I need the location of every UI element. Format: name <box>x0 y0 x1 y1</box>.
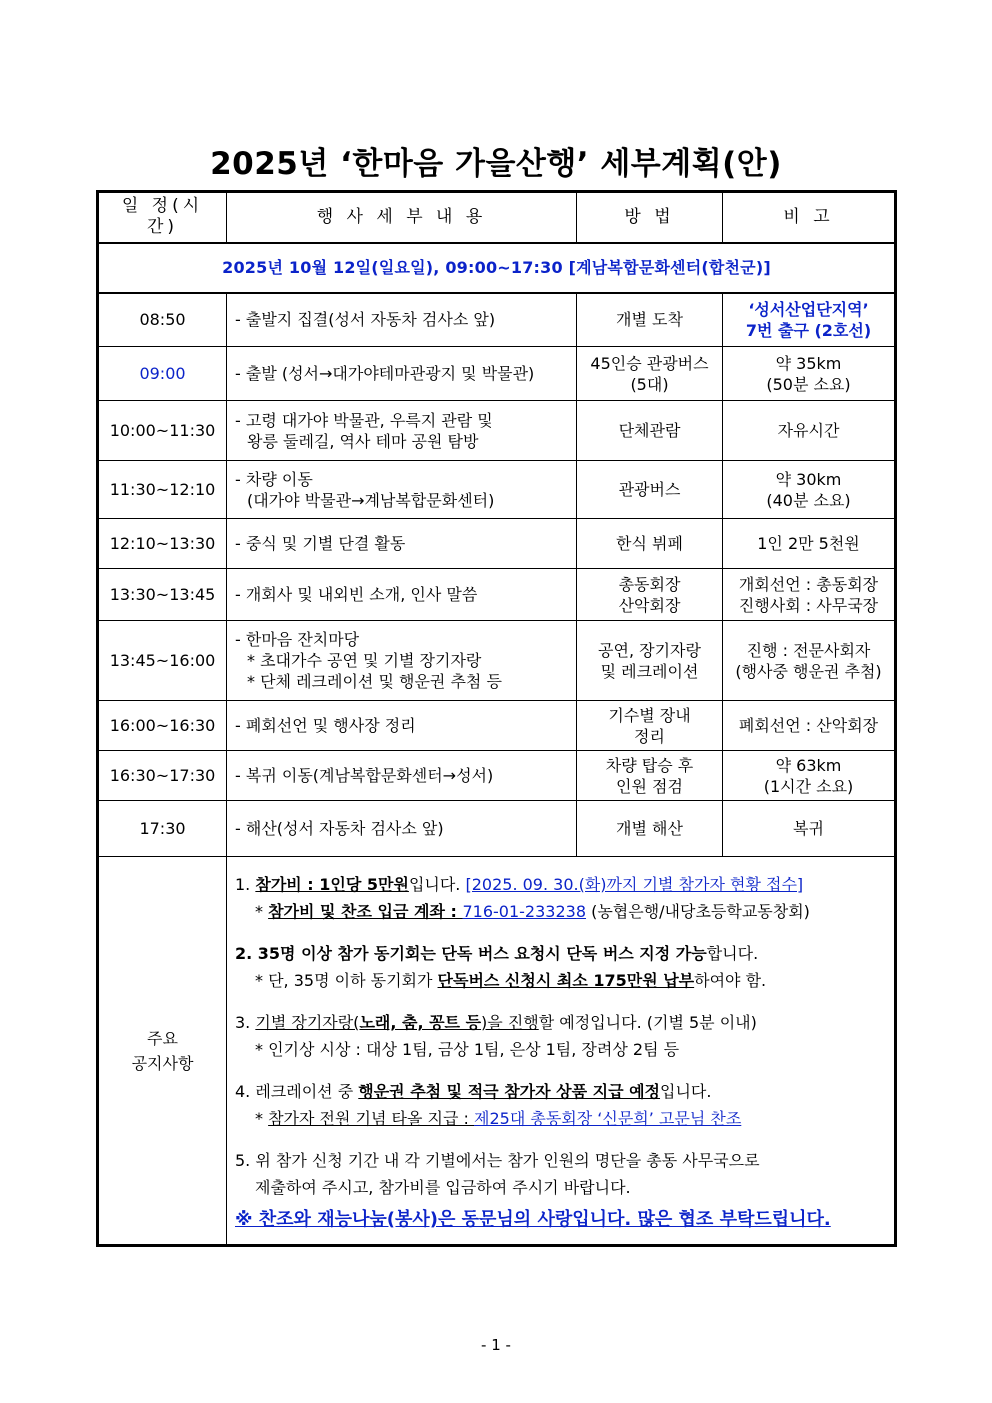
header-time: 일 정(시간) <box>99 193 227 243</box>
row-note-line: 7번 출구 (2호선) <box>745 320 872 340</box>
notice-1-deadline: [2025. 09. 30.(화)까지 기별 참가자 현황 접수] <box>465 875 804 894</box>
closing-message: ※ 찬조와 재능나눔(봉사)은 동문님의 사랑입니다. 많은 협조 부탁드립니다. <box>235 1209 831 1230</box>
row-time: 16:30~17:30 <box>99 751 227 801</box>
notice-5-a: 5. 위 참가 신청 기간 내 각 기별에서는 참가 인원의 명단을 총동 사무국으로 <box>235 1151 760 1170</box>
row-method <box>577 751 723 801</box>
notice-1-account-label: 참가비 및 찬조 입금 계좌 : <box>268 902 463 921</box>
row-content-line: * 초대가수 공연 및 기별 장기자랑 <box>247 651 482 670</box>
notice-4-b: 행운권 추첨 및 적극 참가자 상품 지급 예정 <box>358 1082 661 1101</box>
notice-3 <box>235 1009 886 1063</box>
header-method: 방 법 <box>577 193 723 243</box>
row-note-line: 약 63km <box>775 755 842 775</box>
row-method <box>577 461 723 519</box>
notice-1-fee: 참가비 : 1인당 5만원 <box>255 875 409 894</box>
schedule-table <box>98 192 895 1245</box>
row-note <box>723 347 895 401</box>
row-content-line: - 고령 대가야 박물관, 우륵지 관람 및 <box>235 410 493 430</box>
row-note <box>723 621 895 701</box>
row-content-line: - 한마음 잔치마당 <box>235 630 360 649</box>
row-note <box>723 801 895 857</box>
schedule-row <box>99 621 895 701</box>
notice-2-sub-c: 하여야 함. <box>694 971 767 990</box>
row-note-line: (40분 소요) <box>766 490 851 510</box>
row-method <box>577 701 723 751</box>
notice-3-d: 할 예정입니다. (기별 5분 이내) <box>538 1013 757 1032</box>
row-method-line: 인원 점검 <box>616 776 683 796</box>
notice-2-main: 2. 35명 이상 참가 동기회는 단독 버스 요청시 단독 버스 지정 가능 <box>235 944 707 963</box>
row-note <box>723 751 895 801</box>
row-method-line: 개별 도착 <box>616 310 683 330</box>
notice-5 <box>235 1147 886 1201</box>
row-method-line: 공연, 장기자랑 <box>598 640 701 660</box>
row-time: 10:00~11:30 <box>99 401 227 461</box>
notice-1-bank: (농협은행/내당초등학교동창회) <box>586 902 810 921</box>
notice-3-a: 기별 장기자랑( <box>255 1013 360 1032</box>
row-content-line: - 개회사 및 내외빈 소개, 인사 말씀 <box>235 585 478 604</box>
row-content <box>227 801 577 857</box>
notice-2-sub-b: 단독버스 신청시 최소 175만원 납부 <box>437 971 695 990</box>
row-content-line: - 복귀 이동(계남복합문화센터→성서) <box>235 766 494 785</box>
notice-4-sub-a: 참가자 전원 기념 타올 지급 : <box>268 1109 475 1128</box>
row-note-line: (1시간 소요) <box>763 776 854 796</box>
row-note-line: 약 30km <box>775 469 842 489</box>
row-content-line: - 해산(성서 자동차 검사소 앞) <box>235 819 444 838</box>
notice-1-text: 입니다. <box>408 875 466 894</box>
row-content <box>227 293 577 347</box>
row-note-line: (행사중 행운권 추첨) <box>735 661 882 681</box>
notice-3-sub: * 인기상 시상 : 대상 1팀, 금상 1팀, 은상 1팀, 장려상 2팀 등 <box>255 1040 680 1059</box>
row-method <box>577 801 723 857</box>
row-method <box>577 347 723 401</box>
row-content <box>227 347 577 401</box>
date-row <box>99 243 895 293</box>
schedule-row <box>99 461 895 519</box>
notices-cell <box>227 857 895 1245</box>
row-time: 16:00~16:30 <box>99 701 227 751</box>
notice-1-star: * <box>255 902 269 921</box>
schedule-row <box>99 701 895 751</box>
row-note <box>723 701 895 751</box>
row-time: 11:30~12:10 <box>99 461 227 519</box>
notice-3-c: )을 진행 <box>481 1013 539 1032</box>
row-note <box>723 519 895 569</box>
notices-label-line: 주요 <box>147 1028 178 1048</box>
notice-2 <box>235 940 886 994</box>
notice-3-b: 노래, 춤, 꽁트 등 <box>359 1013 482 1032</box>
row-note-line: ‘성서산업단지역’ <box>748 299 869 319</box>
schedule-row <box>99 801 895 857</box>
row-content <box>227 401 577 461</box>
schedule-row <box>99 401 895 461</box>
row-content <box>227 621 577 701</box>
row-content <box>227 461 577 519</box>
notice-1 <box>235 871 886 925</box>
row-method <box>577 621 723 701</box>
row-time: 17:30 <box>99 801 227 857</box>
row-method-line: 단체관람 <box>618 421 681 440</box>
row-note-line: 자유시간 <box>777 421 840 440</box>
row-note <box>723 569 895 621</box>
row-time: 09:00 <box>99 347 227 401</box>
row-method-line: 총동회장 <box>618 574 681 594</box>
notice-4 <box>235 1078 886 1132</box>
table-header-row <box>99 193 895 243</box>
event-date-line: 2025년 10월 12일(일요일), 09:00~17:30 [계남복합문화센터(합천군)] <box>99 243 895 293</box>
row-note <box>723 293 895 347</box>
notice-1-sub <box>235 898 886 925</box>
page-title: 2025년 ‘한마음 가을산행’ 세부계획(안) <box>210 146 782 182</box>
notice-2-sub <box>235 967 886 994</box>
header-note: 비 고 <box>723 193 895 243</box>
row-note <box>723 401 895 461</box>
row-method-line: 차량 탑승 후 <box>605 755 694 775</box>
row-method <box>577 519 723 569</box>
notice-1-num: 1. <box>235 875 256 894</box>
notices-label-line: 공지사항 <box>131 1053 194 1073</box>
row-method-line: 개별 해산 <box>616 819 683 838</box>
notice-2-tail: 합니다. <box>706 944 759 963</box>
schedule-row <box>99 569 895 621</box>
row-note <box>723 461 895 519</box>
schedule-row <box>99 519 895 569</box>
notice-4-sub-b: 제25대 총동회장 ‘신문희’ 고문님 찬조 <box>474 1109 742 1128</box>
row-content-line: - 출발지 집결(성서 자동차 검사소 앞) <box>235 310 496 330</box>
notice-4-a: 4. 레크레이션 중 <box>235 1082 359 1101</box>
notice-4-star: * <box>255 1109 269 1128</box>
notice-3-num: 3. <box>235 1013 256 1032</box>
notices-row <box>99 857 895 1245</box>
schedule-row <box>99 293 895 347</box>
row-method <box>577 293 723 347</box>
row-method-line: 기수별 장내 <box>608 705 691 725</box>
row-content-line: - 폐회선언 및 행사장 정리 <box>235 716 416 735</box>
row-note-line: 폐회선언 : 산악회장 <box>738 716 879 735</box>
row-method <box>577 401 723 461</box>
notice-5-b: 제출하여 주시고, 참가비를 입금하여 주시기 바랍니다. <box>255 1178 631 1197</box>
row-note-line: 1인 2만 5천원 <box>757 534 860 553</box>
row-method-line: 및 레크레이션 <box>600 661 699 681</box>
row-time: 13:45~16:00 <box>99 621 227 701</box>
row-note-line: (50분 소요) <box>766 374 851 394</box>
row-content-line: - 차량 이동 <box>235 469 313 489</box>
row-content-line: 왕릉 둘레길, 역사 테마 공원 탐방 <box>247 431 479 451</box>
row-method-line: 45인승 관광버스 <box>590 353 709 373</box>
row-note-line: 개회선언 : 총동회장 <box>738 574 879 594</box>
row-content-line: - 중식 및 기별 단결 활동 <box>235 534 406 553</box>
schedule-row <box>99 751 895 801</box>
row-method-line: (5대) <box>630 374 669 394</box>
row-note-line: 진행 : 전문사회자 <box>746 640 871 660</box>
schedule-rows <box>99 293 895 857</box>
notice-1-account-number: 716-01-233238 <box>462 902 587 921</box>
notice-2-sub-a: * 단, 35명 이하 동기회가 <box>255 971 438 990</box>
row-content-line: * 단체 레크레이션 및 행운권 추첨 등 <box>247 672 502 691</box>
row-time: 13:30~13:45 <box>99 569 227 621</box>
row-method-line: 정리 <box>634 726 665 746</box>
row-content <box>227 519 577 569</box>
header-content: 행 사 세 부 내 용 <box>227 193 577 243</box>
page-number: - 1 - <box>481 1336 511 1354</box>
row-content-line: (대가야 박물관→계남복합문화센터) <box>247 490 495 510</box>
row-time: 08:50 <box>99 293 227 347</box>
notice-4-sub <box>235 1105 886 1132</box>
row-method-line: 관광버스 <box>618 480 681 499</box>
row-content-line: - 출발 (성서→대가야테마관광지 및 박물관) <box>235 364 535 383</box>
row-note-line: 복귀 <box>793 819 824 838</box>
row-time: 12:10~13:30 <box>99 519 227 569</box>
schedule-row <box>99 347 895 401</box>
row-method-line: 산악회장 <box>618 595 681 615</box>
notices-label <box>99 857 227 1245</box>
row-content <box>227 569 577 621</box>
row-method-line: 한식 뷔페 <box>616 534 683 553</box>
notice-4-c: 입니다. <box>660 1082 712 1101</box>
row-note-line: 약 35km <box>775 353 842 373</box>
row-content <box>227 701 577 751</box>
row-content <box>227 751 577 801</box>
row-method <box>577 569 723 621</box>
row-note-line: 진행사회 : 사무국장 <box>738 595 879 615</box>
